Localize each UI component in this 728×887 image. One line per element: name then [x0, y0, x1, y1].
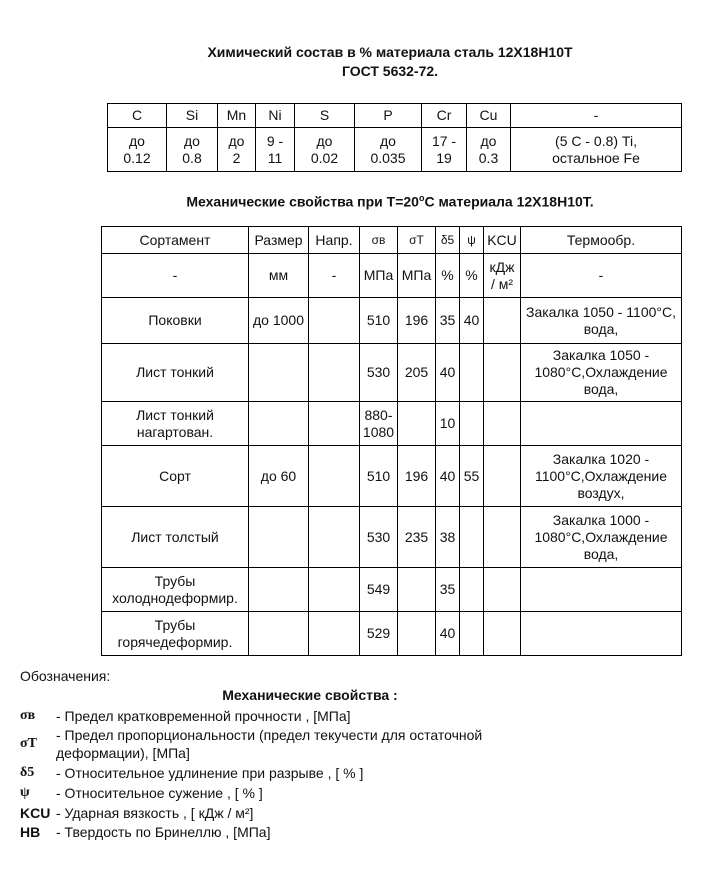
- cell-sigma-b: 530: [360, 344, 398, 402]
- cell-heat: Закалка 1000 - 1080°С,Охлаждение вода,: [521, 507, 682, 568]
- legend-label: Обозначения:: [20, 668, 111, 684]
- chem-header-row: [108, 104, 682, 128]
- legend-text: - Относительное удлинение при разрыве , [ % ]: [56, 765, 364, 781]
- chem-value-other: (5 С - 0.8) Ti, остальное Fe: [511, 128, 682, 172]
- cell-sigma-b: 549: [360, 568, 398, 612]
- cell-size: [249, 344, 309, 402]
- cell-dir: [309, 344, 360, 402]
- chem-header-p: P: [355, 104, 422, 128]
- chem-value-si: до 0.8: [167, 128, 218, 172]
- cell-sort: Трубы холоднодеформир.: [102, 568, 249, 612]
- cell-size: [249, 612, 309, 656]
- mech-header-sigma-b: σв: [360, 227, 398, 254]
- mech-header-psi: ψ: [460, 227, 484, 254]
- mech-unit-delta5: %: [436, 254, 460, 298]
- cell-sigma-t: [398, 402, 436, 446]
- cell-heat: Закалка 1050 - 1100°С, вода,: [521, 298, 682, 344]
- mech-table: [101, 226, 682, 656]
- cell-sort: Сорт: [102, 446, 249, 507]
- cell-sigma-t: [398, 612, 436, 656]
- cell-sigma-t: 196: [398, 298, 436, 344]
- cell-psi: [460, 344, 484, 402]
- cell-dir: [309, 446, 360, 507]
- legend-symbol: KCU: [20, 805, 51, 821]
- cell-psi: [460, 507, 484, 568]
- cell-kcu: [484, 612, 521, 656]
- legend-text: - Твердость по Бринеллю , [МПа]: [56, 824, 271, 840]
- mech-header-kcu: KCU: [484, 227, 521, 254]
- cell-delta5: 10: [436, 402, 460, 446]
- chem-value-p: до 0.035: [355, 128, 422, 172]
- cell-sigma-t: 196: [398, 446, 436, 507]
- cell-kcu: [484, 344, 521, 402]
- mech-header-dir: Напр.: [309, 227, 360, 254]
- legend-symbol: HB: [20, 824, 41, 840]
- cell-psi: 55: [460, 446, 484, 507]
- cell-psi: [460, 612, 484, 656]
- cell-dir: [309, 612, 360, 656]
- chem-header-cr: Cr: [422, 104, 467, 128]
- cell-kcu: [484, 402, 521, 446]
- cell-sigma-b: 880-1080: [360, 402, 398, 446]
- chem-header-c: C: [108, 104, 167, 128]
- cell-dir: [309, 298, 360, 344]
- cell-delta5: 38: [436, 507, 460, 568]
- cell-sigma-b: 510: [360, 298, 398, 344]
- cell-delta5: 40: [436, 344, 460, 402]
- cell-sigma-b: 530: [360, 507, 398, 568]
- mech-row: [102, 446, 682, 507]
- cell-sort: Поковки: [102, 298, 249, 344]
- cell-heat: [521, 402, 682, 446]
- chem-value-c: до 0.12: [108, 128, 167, 172]
- cell-dir: [309, 507, 360, 568]
- mech-unit-sigma-b: МПа: [360, 254, 398, 298]
- chem-values-row: [108, 128, 682, 172]
- chem-value-cu: до 0.3: [467, 128, 511, 172]
- mech-unit-sort: -: [102, 254, 249, 298]
- chem-value-mn: до 2: [218, 128, 256, 172]
- cell-sigma-t: 235: [398, 507, 436, 568]
- legend-symbol: σT: [20, 736, 37, 751]
- chem-header-si: Si: [167, 104, 218, 128]
- chem-table: [107, 103, 682, 172]
- mech-row: [102, 507, 682, 568]
- mech-row: [102, 402, 682, 446]
- cell-kcu: [484, 507, 521, 568]
- cell-psi: [460, 568, 484, 612]
- chem-header-mn: Mn: [218, 104, 256, 128]
- chem-value-ni: 9 - 11: [256, 128, 295, 172]
- cell-heat: [521, 612, 682, 656]
- cell-heat: [521, 568, 682, 612]
- cell-psi: 40: [460, 298, 484, 344]
- legend-heading: Механические свойства :: [222, 687, 398, 703]
- mech-unit-kcu: кДж / м²: [484, 254, 521, 298]
- cell-sort: Лист тонкий нагартован.: [102, 402, 249, 446]
- mech-row: [102, 298, 682, 344]
- cell-sigma-b: 529: [360, 612, 398, 656]
- cell-psi: [460, 402, 484, 446]
- legend-symbol: ψ: [20, 785, 30, 800]
- cell-kcu: [484, 298, 521, 344]
- cell-delta5: 35: [436, 568, 460, 612]
- mech-header-row: [102, 227, 682, 254]
- mech-header-sort: Сортамент: [102, 227, 249, 254]
- cell-dir: [309, 402, 360, 446]
- cell-delta5: 40: [436, 446, 460, 507]
- cell-kcu: [484, 568, 521, 612]
- cell-sigma-t: 205: [398, 344, 436, 402]
- chem-title: Химический состав в % материала сталь 12Х18Н10Т: [207, 44, 573, 60]
- cell-kcu: [484, 446, 521, 507]
- cell-dir: [309, 568, 360, 612]
- mech-header-sigma-t: σT: [398, 227, 436, 254]
- mech-units-row: [102, 254, 682, 298]
- legend-symbol: δ5: [20, 765, 35, 780]
- cell-size: до 1000: [249, 298, 309, 344]
- legend-text: - Относительное сужение , [ % ]: [56, 785, 263, 801]
- cell-size: [249, 568, 309, 612]
- chem-header-ni: Ni: [256, 104, 295, 128]
- cell-delta5: 35: [436, 298, 460, 344]
- mech-unit-sigma-t: МПа: [398, 254, 436, 298]
- chem-value-s: до 0.02: [295, 128, 355, 172]
- mech-row: [102, 612, 682, 656]
- mech-header-delta5: δ5: [436, 227, 460, 254]
- cell-heat: Закалка 1050 - 1080°С,Охлаждение вода,: [521, 344, 682, 402]
- cell-sort: Лист тонкий: [102, 344, 249, 402]
- cell-sigma-t: [398, 568, 436, 612]
- cell-size: [249, 402, 309, 446]
- chem-value-cr: 17 - 19: [422, 128, 467, 172]
- cell-size: [249, 507, 309, 568]
- mech-title: Механические свойства при $Т=20^oС$ материала 12Х18Н10Т.: [186, 193, 594, 210]
- mech-header-size: Размер: [249, 227, 309, 254]
- mech-unit-dir: -: [309, 254, 360, 298]
- chem-subtitle: ГОСТ 5632-72.: [341, 63, 439, 79]
- legend-text: - Предел кратковременной прочности , [МПа]: [56, 708, 351, 724]
- cell-sort: Лист толстый: [102, 507, 249, 568]
- cell-delta5: 40: [436, 612, 460, 656]
- cell-heat: Закалка 1020 - 1100°С,Охлаждение воздух,: [521, 446, 682, 507]
- legend-text: - Ударная вязкость , [ кДж / м²]: [56, 805, 254, 821]
- mech-row: [102, 568, 682, 612]
- mech-header-heat: Термообр.: [521, 227, 682, 254]
- chem-header-other: -: [511, 104, 682, 128]
- chem-header-cu: Cu: [467, 104, 511, 128]
- mech-unit-heat: -: [521, 254, 682, 298]
- mech-unit-psi: %: [460, 254, 484, 298]
- mech-unit-size: мм: [249, 254, 309, 298]
- cell-sort: Трубы горячедеформир.: [102, 612, 249, 656]
- mech-row: [102, 344, 682, 402]
- legend-text: - Предел пропорциональности (предел текучести для остаточной деформации), [МПа]: [56, 727, 483, 761]
- cell-sigma-b: 510: [360, 446, 398, 507]
- cell-size: до 60: [249, 446, 309, 507]
- legend-symbol: σв: [20, 708, 36, 723]
- chem-header-s: S: [295, 104, 355, 128]
